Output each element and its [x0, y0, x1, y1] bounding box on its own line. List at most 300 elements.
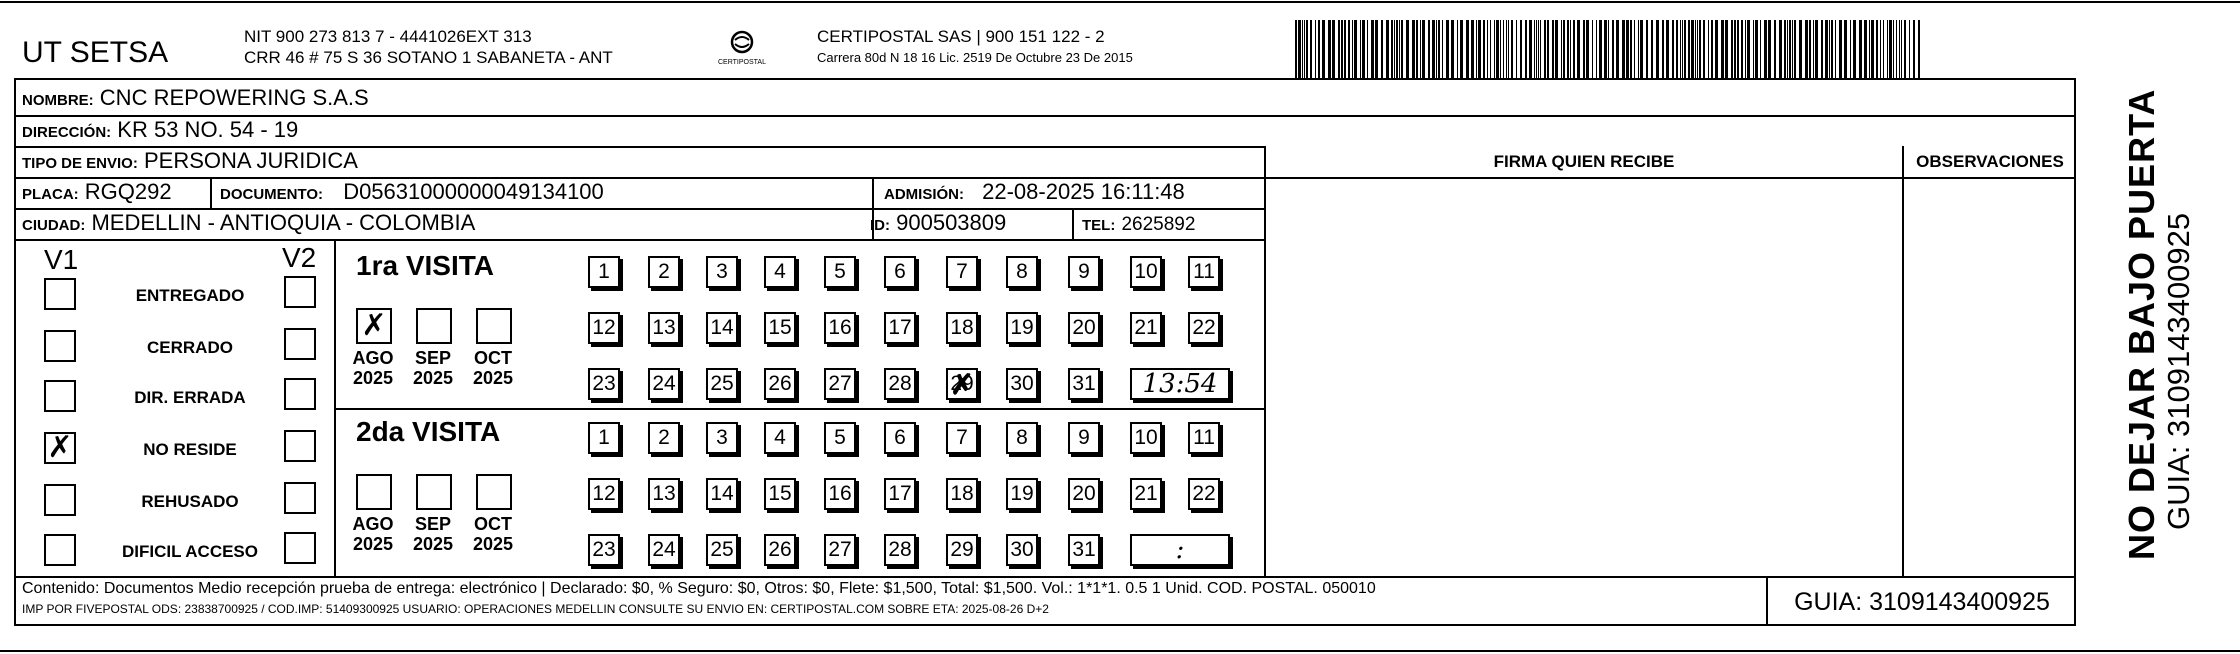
barcode-bar: [1708, 20, 1709, 78]
firma-header: FIRMA QUIEN RECIBE: [1493, 152, 1675, 171]
nit-line: NIT 900 273 813 7 - 4441026EXT 313: [244, 27, 532, 46]
day-box[interactable]: 4: [764, 256, 796, 288]
barcode-bar: [1538, 20, 1539, 78]
nombre-value: CNC REPOWERING S.A.S: [99, 85, 369, 110]
day-box[interactable]: 8: [1006, 256, 1038, 288]
barcode-bar: [1536, 20, 1537, 78]
id-value: 900503809: [896, 210, 1007, 235]
day-box[interactable]: 26: [764, 534, 796, 566]
day-box[interactable]: 25: [706, 368, 738, 400]
day-box[interactable]: 16: [824, 312, 856, 344]
day-box[interactable]: 7: [946, 256, 978, 288]
barcode-bar: [1391, 20, 1393, 78]
barcode-bar: [1799, 20, 1802, 78]
barcode-bar: [1794, 20, 1796, 78]
month-checkbox[interactable]: [356, 474, 392, 510]
day-box[interactable]: 14: [706, 312, 738, 344]
barcode-bar: [1604, 20, 1607, 78]
barcode-bar: [1406, 20, 1409, 78]
barcode-bar: [1699, 20, 1701, 78]
status-reason-label: CERRADO: [147, 338, 233, 357]
tel-value: 2625892: [1121, 214, 1196, 235]
barcode-bar: [1711, 20, 1713, 78]
day-box[interactable]: 19: [1006, 478, 1038, 510]
barcode-bar: [1703, 20, 1705, 78]
day-box[interactable]: 28: [884, 368, 916, 400]
observaciones-header: OBSERVACIONES: [1916, 152, 2064, 171]
bottom-edge-line: [0, 650, 2240, 652]
tel-label: TEL:: [1082, 217, 1116, 234]
admision-field: [884, 179, 1185, 208]
day-box[interactable]: 24: [648, 368, 680, 400]
barcode-bar: [1318, 20, 1320, 78]
barcode-bar: [1306, 20, 1308, 78]
barcode-bar: [1792, 20, 1793, 78]
barcode-bar: [1371, 20, 1374, 78]
tipo-envio-value: PERSONA JURIDICA: [143, 148, 358, 173]
day-box[interactable]: 22: [1188, 312, 1220, 344]
rule: [1264, 177, 2076, 179]
barcode-bar: [1386, 20, 1389, 78]
barcode-bar: [1656, 20, 1659, 78]
month-label: SEP: [414, 514, 452, 534]
barcode-bar: [1490, 20, 1491, 78]
barcode-bar: [1725, 20, 1728, 78]
month-checkbox[interactable]: ✗: [356, 308, 392, 344]
barcode-bar: [1298, 20, 1301, 78]
status-reason-label: ENTREGADO: [135, 286, 245, 305]
v1-header: V1: [44, 244, 79, 275]
barcode-bar: [1741, 20, 1743, 78]
day-box[interactable]: 26: [764, 368, 796, 400]
barcode-bar: [1436, 20, 1437, 78]
barcode-bar: [1682, 20, 1683, 78]
barcode-bar: [1666, 20, 1669, 78]
barcode-bar: [1586, 20, 1589, 78]
rule: [14, 115, 2076, 117]
footer-content: [22, 580, 1376, 616]
barcode-bar: [1399, 20, 1400, 78]
barcode-bar: [1412, 20, 1415, 78]
month-year: 2025: [352, 368, 394, 388]
rule: [1902, 146, 1904, 576]
barcode-bar: [1899, 20, 1900, 78]
barcode-bar: [1753, 20, 1754, 78]
barcode-bar: [1774, 20, 1776, 78]
barcode-bar: [1295, 20, 1297, 78]
barcode-bar: [1747, 20, 1750, 78]
ciudad-value: MEDELLIN - ANTIOQUIA - COLOMBIA: [91, 210, 476, 235]
id-label: ID:: [870, 217, 890, 234]
rule: [14, 239, 1264, 241]
v1-checkbox[interactable]: [44, 330, 76, 362]
rule: [1072, 208, 1074, 239]
day-box[interactable]: 8: [1006, 422, 1038, 454]
company-name: UT SETSA: [22, 36, 169, 69]
barcode-bar: [1563, 20, 1565, 78]
day-box[interactable]: 22: [1188, 478, 1220, 510]
barcode-bar: [1731, 20, 1733, 78]
barcode-bar: [1612, 20, 1614, 78]
visit-title: 1ra VISITA: [356, 250, 494, 281]
barcode-bar: [1547, 20, 1549, 78]
barcode-bar: [1561, 20, 1562, 78]
day-box[interactable]: 15: [764, 312, 796, 344]
day-box[interactable]: 16: [824, 478, 856, 510]
barcode-bar: [1394, 20, 1395, 78]
barcode-bar: [1813, 20, 1814, 78]
barcode-bar: [1864, 20, 1867, 78]
barcode-bar: [1520, 20, 1522, 78]
barcode-bar: [1768, 20, 1771, 78]
day-box[interactable]: 2: [648, 256, 680, 288]
barcode-bar: [1715, 20, 1718, 78]
documento-label: DOCUMENTO:: [220, 186, 324, 203]
barcode-bar: [1844, 20, 1847, 78]
rule: [334, 239, 336, 576]
day-box[interactable]: 18: [946, 312, 978, 344]
day-box[interactable]: 3: [706, 422, 738, 454]
month-checkbox[interactable]: [416, 474, 452, 510]
day-box[interactable]: 3: [706, 256, 738, 288]
barcode-bar: [1341, 20, 1343, 78]
barcode-bar: [1487, 20, 1488, 78]
day-box[interactable]: 13: [648, 478, 680, 510]
barcode-bar: [1887, 20, 1888, 78]
barcode-bar: [1640, 20, 1643, 78]
month-checkbox[interactable]: [476, 474, 512, 510]
barcode-bar: [1332, 20, 1335, 78]
day-box[interactable]: 11: [1188, 422, 1220, 454]
barcode-bar: [1534, 20, 1535, 78]
barcode-bar: [1573, 20, 1575, 78]
barcode-bar: [1680, 20, 1681, 78]
barcode-bar: [1460, 20, 1463, 78]
barcode-bar: [1328, 20, 1331, 78]
barcode-bar: [1302, 20, 1303, 78]
v2-checkbox[interactable]: [284, 532, 316, 564]
barcode-bar: [1555, 20, 1558, 78]
day-box[interactable]: 31: [1068, 368, 1100, 400]
barcode-bar: [1622, 20, 1625, 78]
month-label: SEP: [414, 348, 452, 368]
v1-checkbox[interactable]: [44, 380, 76, 412]
barcode-bar: [1552, 20, 1554, 78]
barcode-bar: [1876, 20, 1878, 78]
v2-checkbox[interactable]: [284, 378, 316, 410]
barcode-bar: [1304, 20, 1305, 78]
day-box[interactable]: 30: [1006, 368, 1038, 400]
barcode-bar: [1442, 20, 1443, 78]
day-box[interactable]: 29 ✗: [946, 368, 978, 400]
ciudad-label: CIUDAD:: [22, 217, 86, 234]
barcode-bar: [1457, 20, 1458, 78]
day-box[interactable]: 5: [824, 422, 856, 454]
placa-value: RGQ292: [84, 179, 172, 204]
barcode-bar: [1764, 20, 1767, 78]
v2-checkbox[interactable]: [284, 328, 316, 360]
day-box[interactable]: 9: [1068, 422, 1100, 454]
barcode-bar: [1893, 20, 1894, 78]
barcode-bar: [1506, 20, 1507, 78]
admision-value: 22-08-2025 16:11:48: [982, 179, 1185, 204]
barcode-bar: [1352, 20, 1353, 78]
barcode-bar: [1883, 20, 1884, 78]
day-box[interactable]: 14: [706, 478, 738, 510]
day-box[interactable]: 24: [648, 534, 680, 566]
month-year: 2025: [472, 368, 514, 388]
footer-line-2: IMP POR FIVEPOSTAL ODS: 23838700925 / COD.IMP: 51409300925 USUARIO: OPERACIONES MEDELLIN CONSULTE SU ENVIO EN: CERTIPOSTAL.COM SOBRE ETA: 2025-08-26 D+2: [22, 602, 1049, 616]
barcode-bar: [1577, 20, 1580, 78]
v1-checkbox[interactable]: [44, 484, 76, 516]
barcode-bar: [1662, 20, 1664, 78]
day-box[interactable]: 15: [764, 478, 796, 510]
barcode-bar: [1596, 20, 1597, 78]
day-box[interactable]: 13: [648, 312, 680, 344]
barcode-bar: [1825, 20, 1828, 78]
barcode-bar: [1805, 20, 1808, 78]
v2-checkbox[interactable]: [284, 276, 316, 308]
day-box[interactable]: 7: [946, 422, 978, 454]
barcode-bar: [1896, 20, 1897, 78]
barcode-bar: [1344, 20, 1346, 78]
barcode-bar: [1583, 20, 1585, 78]
day-box[interactable]: 17: [884, 478, 916, 510]
barcode-bar: [1697, 20, 1698, 78]
barcode-bar: [1471, 20, 1474, 78]
side-guia: GUIA: 3109143400925: [2161, 212, 2196, 530]
footer-guia: GUIA: 3109143400925: [1794, 588, 2050, 616]
day-box[interactable]: 25: [706, 534, 738, 566]
barcode-bar: [1688, 20, 1690, 78]
barcode-bar: [1676, 20, 1678, 78]
tipo-envio-label: TIPO DE ENVIO:: [22, 155, 138, 172]
status-reason-label: DIFICIL ACCESO: [121, 542, 258, 561]
carrier-line-2: Carrera 80d N 18 16 Lic. 2519 De Octubre 23 De 2015: [817, 50, 1133, 65]
day-box[interactable]: 19: [1006, 312, 1038, 344]
barcode-bar: [1529, 20, 1532, 78]
barcode-bar: [1367, 20, 1368, 78]
barcode-bar: [1416, 20, 1418, 78]
barcode-bar: [1638, 20, 1639, 78]
barcode-bar: [1592, 20, 1593, 78]
nombre-label: NOMBRE:: [22, 92, 94, 109]
barcode-bar: [1909, 20, 1910, 78]
barcode-bar: [1503, 20, 1504, 78]
month-year: 2025: [352, 534, 394, 554]
month-label: OCT: [474, 348, 512, 368]
month-checkbox[interactable]: [416, 308, 452, 344]
barcode-bar: [1829, 20, 1830, 78]
barcode-bar: [1630, 20, 1632, 78]
barcode-bar: [1508, 20, 1509, 78]
barcode-bar: [1721, 20, 1724, 78]
day-box[interactable]: 10: [1130, 256, 1162, 288]
time-box[interactable]: 13:54: [1130, 368, 1230, 400]
barcode-bar: [1338, 20, 1340, 78]
day-box[interactable]: 20: [1068, 478, 1100, 510]
day-box[interactable]: 5: [824, 256, 856, 288]
barcode-bar: [1634, 20, 1635, 78]
barcode-bar: [1889, 20, 1892, 78]
barcode-bar: [1789, 20, 1791, 78]
company-info: [244, 26, 613, 68]
barcode-bar: [1310, 20, 1312, 78]
day-box[interactable]: 27: [824, 534, 856, 566]
barcode-bar: [1483, 20, 1485, 78]
month-year: 2025: [472, 534, 514, 554]
direccion-field: [22, 117, 298, 146]
rule: [336, 408, 1264, 410]
day-box[interactable]: 28: [884, 534, 916, 566]
tel-field: [1082, 210, 1195, 239]
barcode-bar: [1567, 20, 1569, 78]
placa-label: PLACA:: [22, 186, 79, 203]
address-line: CRR 46 # 75 S 36 SOTANO 1 SABANETA - ANT: [244, 48, 613, 67]
day-box[interactable]: 17: [884, 312, 916, 344]
month-year: 2025: [412, 534, 454, 554]
documento-value: D05631000000049134100: [343, 179, 604, 204]
tipo-envio-field: [22, 148, 358, 177]
top-edge-line: [0, 1, 2240, 3]
day-box[interactable]: 2: [648, 422, 680, 454]
barcode-bar: [1821, 20, 1823, 78]
day-box[interactable]: 6: [884, 422, 916, 454]
day-box[interactable]: 18: [946, 478, 978, 510]
carrier-line-1: CERTIPOSTAL SAS | 900 151 122 - 2: [817, 27, 1105, 46]
barcode-bar: [1651, 20, 1653, 78]
barcode-bar: [1839, 20, 1842, 78]
svg-text:CERTIPOSTAL: CERTIPOSTAL: [718, 59, 766, 66]
placa-field: [22, 179, 172, 208]
day-box[interactable]: 9: [1068, 256, 1100, 288]
barcode-bar: [1544, 20, 1546, 78]
barcode-bar: [1853, 20, 1856, 78]
month-label: OCT: [474, 514, 512, 534]
side-notice: [2122, 89, 2196, 560]
footer-line-1: Contenido: Documentos Medio recepción prueba de entrega: electrónico | Declarado: $0, % Seguro: $0, Otros: $0, Flete: $1,500, Total: $1,500. Vol.: 1*1*1. 0.5 1 Unid. COD. POSTAL. 050010: [22, 580, 1376, 597]
v2-checkbox[interactable]: [284, 430, 316, 462]
month-checkbox[interactable]: [476, 308, 512, 344]
documento-field: [220, 179, 604, 208]
barcode-bar: [1734, 20, 1736, 78]
v2-checkbox[interactable]: [284, 482, 316, 514]
barcode-bar: [1695, 20, 1696, 78]
barcode-bar: [1760, 20, 1761, 78]
v1-checkbox[interactable]: [44, 278, 76, 310]
barcode-bar: [1432, 20, 1435, 78]
day-box[interactable]: 1: [588, 256, 620, 288]
day-box[interactable]: 4: [764, 422, 796, 454]
barcode-bar: [1616, 20, 1619, 78]
day-box[interactable]: 20: [1068, 312, 1100, 344]
barcode-bar: [1381, 20, 1383, 78]
time-box[interactable]: :: [1130, 534, 1230, 566]
barcode-bar: [1540, 20, 1541, 78]
barcode-bar: [1787, 20, 1788, 78]
barcode-bar: [1348, 20, 1350, 78]
rule: [1264, 146, 1266, 576]
barcode-bar: [1420, 20, 1421, 78]
barcode-bar: [1831, 20, 1833, 78]
day-box[interactable]: 29: [946, 534, 978, 566]
barcode-bar: [1396, 20, 1398, 78]
rule: [210, 177, 212, 208]
v1-checkbox[interactable]: [44, 534, 76, 566]
barcode-bar: [1322, 20, 1325, 78]
barcode-bar: [1315, 20, 1316, 78]
barcode-bar: [1691, 20, 1694, 78]
barcode-bar: [1904, 20, 1906, 78]
month-label: AGO: [352, 348, 394, 368]
day-box[interactable]: 12: [588, 312, 620, 344]
day-box[interactable]: 11: [1188, 256, 1220, 288]
day-box[interactable]: 6: [884, 256, 916, 288]
barcode-bar: [1901, 20, 1902, 78]
barcode-bar: [1869, 20, 1870, 78]
day-box[interactable]: 27: [824, 368, 856, 400]
visit-title: 2da VISITA: [356, 416, 501, 447]
barcode-bar: [1859, 20, 1862, 78]
status-reason-label: REHUSADO: [141, 492, 239, 511]
barcode-bar: [1422, 20, 1425, 78]
admision-label: ADMISIÓN:: [884, 186, 964, 203]
nombre-field: [22, 85, 369, 114]
barcode-bar: [1646, 20, 1648, 78]
month-label: AGO: [352, 514, 394, 534]
barcode-bar: [1913, 20, 1915, 78]
day-box[interactable]: 31: [1068, 534, 1100, 566]
barcode-bar: [1401, 20, 1403, 78]
barcode-bar: [1599, 20, 1602, 78]
day-box[interactable]: 10: [1130, 422, 1162, 454]
v1-checkbox[interactable]: ✗: [44, 432, 76, 464]
day-box[interactable]: 23: [588, 534, 620, 566]
barcode-bar: [1375, 20, 1378, 78]
barcode-bar: [1428, 20, 1430, 78]
barcode-bar: [1850, 20, 1851, 78]
day-box[interactable]: 23: [588, 368, 620, 400]
id-field: [870, 210, 1006, 239]
barcode-bar: [1784, 20, 1786, 78]
v2-header: V2: [282, 242, 317, 273]
barcode-bar: [1476, 20, 1477, 78]
barcode-bar: [1438, 20, 1440, 78]
day-box[interactable]: 30: [1006, 534, 1038, 566]
day-box[interactable]: 12: [588, 478, 620, 510]
ciudad-field: [22, 210, 475, 239]
barcode-bar: [1496, 20, 1499, 78]
day-box[interactable]: 21: [1130, 478, 1162, 510]
direccion-value: KR 53 NO. 54 - 19: [117, 117, 299, 142]
barcode-bar: [1494, 20, 1495, 78]
barcode-bar: [1466, 20, 1469, 78]
barcode-bar: [1918, 20, 1920, 78]
barcode-bar: [1871, 20, 1874, 78]
status-reason-label: NO RESIDE: [143, 440, 237, 459]
month-year: 2025: [412, 368, 454, 388]
barcode-bar: [1516, 20, 1517, 78]
barcode-bar: [1815, 20, 1818, 78]
barcode-bar: [1626, 20, 1629, 78]
barcode-bar: [1608, 20, 1609, 78]
direccion-label: DIRECCIÓN:: [22, 124, 112, 141]
day-box[interactable]: 1: [588, 422, 620, 454]
barcode-bar: [1745, 20, 1746, 78]
barcode-bar: [1755, 20, 1758, 78]
day-box[interactable]: 21: [1130, 312, 1162, 344]
barcode-bar: [1570, 20, 1571, 78]
